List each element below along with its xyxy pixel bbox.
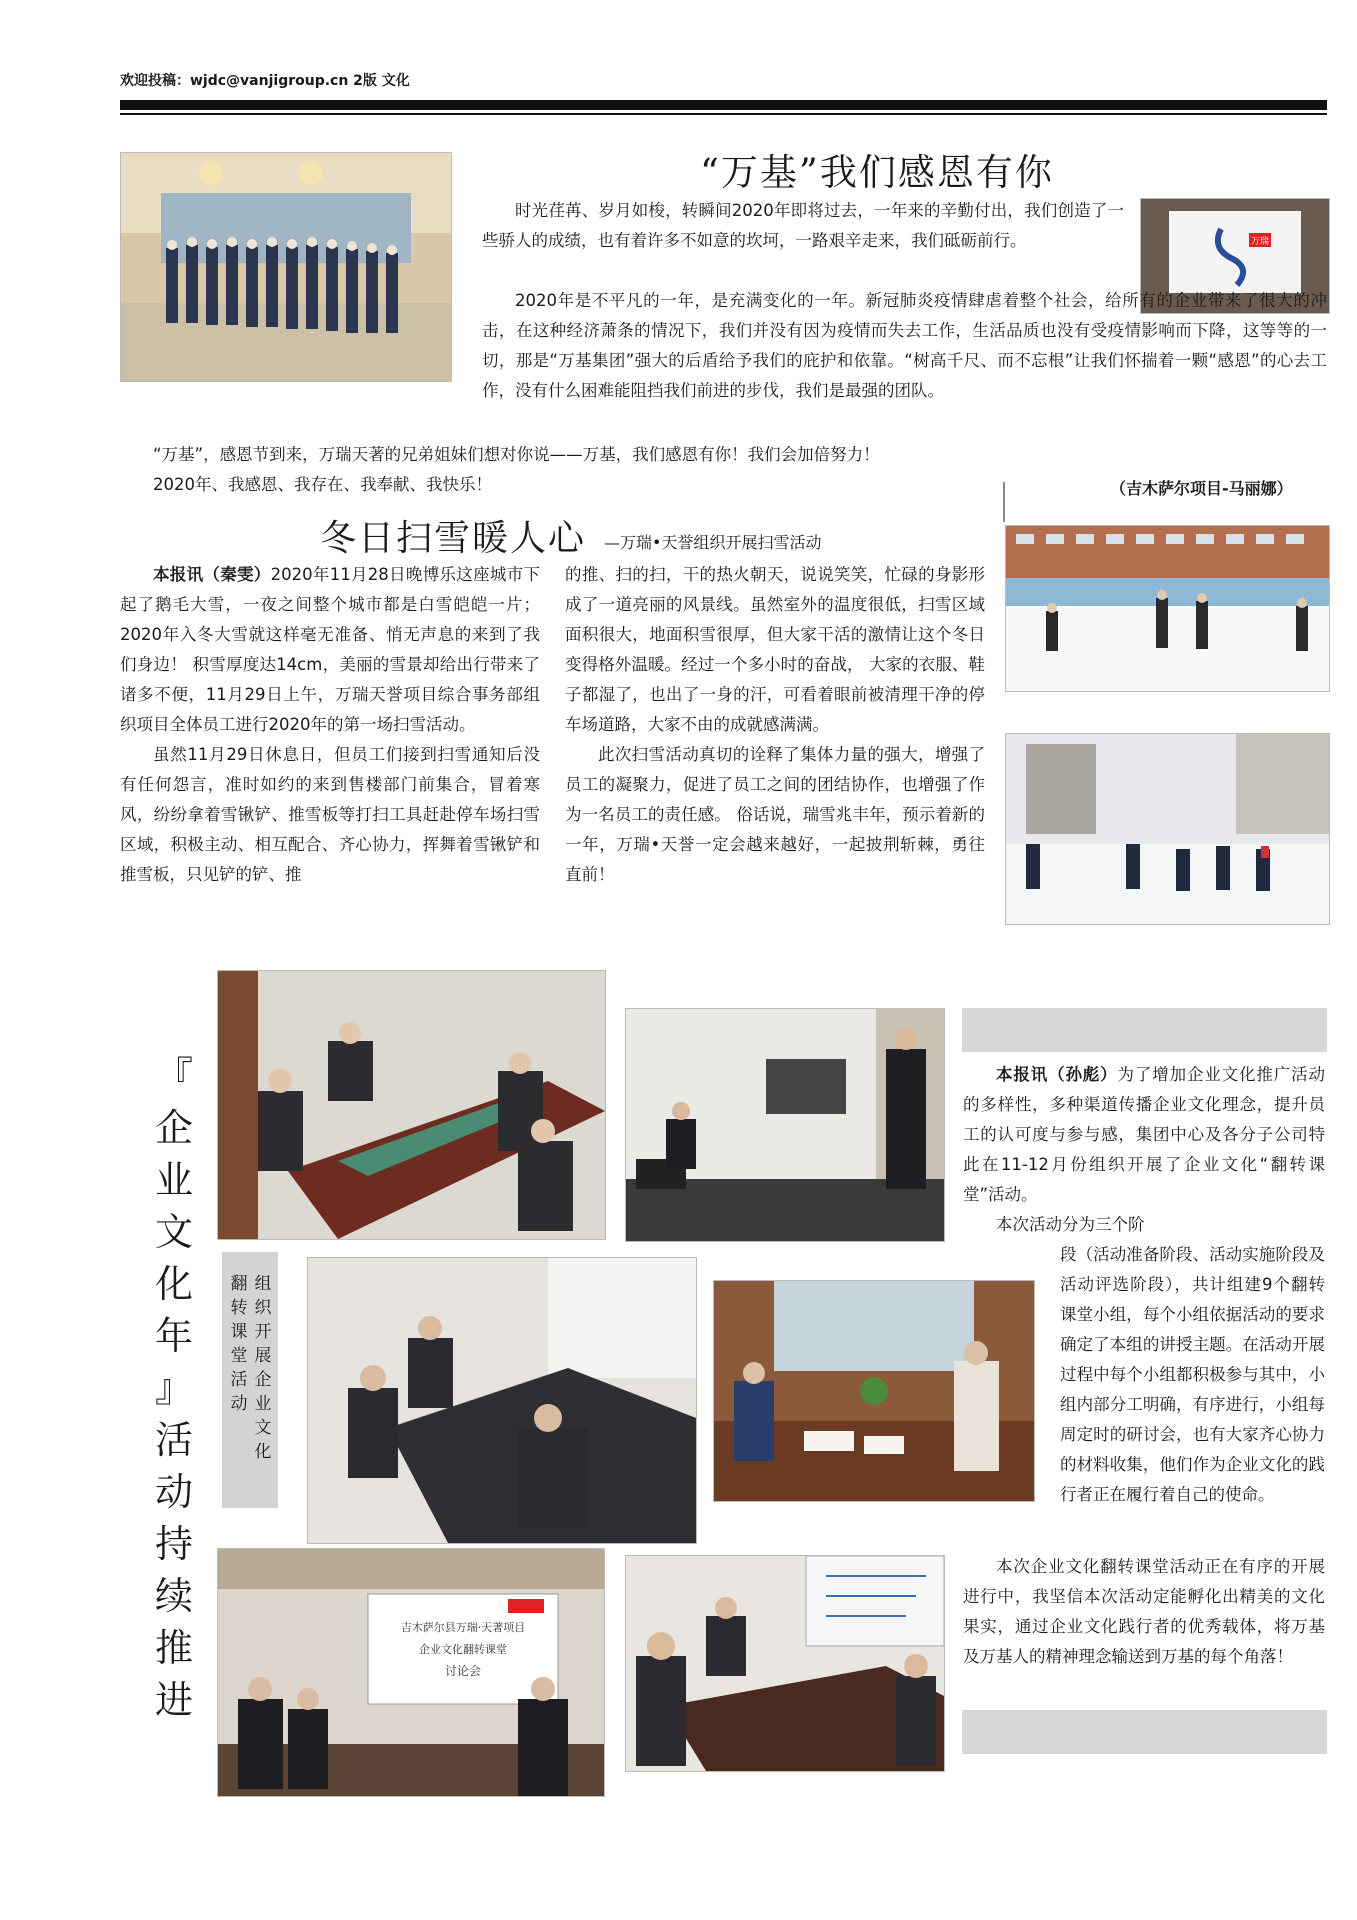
photo-snow-sweeping-2 bbox=[1005, 733, 1330, 925]
article3-body-narrow: 段（活动准备阶段、活动实施阶段及活动评选阶段），共计组建9个翻转课堂小组，每个小组依据活动的要求确定了本组的讲授主题。在活动开展过程中每个小组都积极参与其中，小组内部分工明确，有序进行，小组每周定时的研讨会，也有大家齐心协力的材料收集，他们作为企业文化的践行者正在履行着自己的使命。 bbox=[1060, 1245, 1325, 1504]
gray-bar-bottom bbox=[962, 1710, 1327, 1754]
article1-p3: “万基”，感恩节到来，万瑞天著的兄弟姐妹们想对你说——万基，我们感恩有你！我们会加倍努力！ bbox=[153, 445, 880, 464]
article1-p1: 时光荏苒、岁月如梭，转瞬间2020年即将过去，一年来的辛勤付出，我们创造了一些骄人的成绩，也有着许多不如意的坎坷，一路艰辛走来，我们砥砺前行。 bbox=[482, 201, 1124, 250]
photo-projector-room bbox=[625, 1008, 945, 1242]
page-header: 欢迎投稿：wjdc@vanjigroup.cn 2版 文化 bbox=[120, 73, 410, 89]
divider-line bbox=[1003, 482, 1005, 522]
article1-p4: 2020年、我感恩、我存在、我奉献、我快乐！ bbox=[153, 475, 492, 494]
board-text-3: 讨论会 bbox=[444, 1664, 482, 1678]
photo-snow-sweeping-1 bbox=[1005, 525, 1330, 692]
article2-title: 冬日扫雪暖人心 bbox=[320, 518, 587, 559]
article3-vertical-title: 『 企 业 文 化 年 』 活 动 持 续 推 进 bbox=[154, 1054, 193, 1722]
board-text-2: 企业文化翻转课堂 bbox=[419, 1643, 507, 1656]
photo-discussion-board bbox=[217, 1548, 605, 1797]
photo-thanksgiving-group bbox=[120, 152, 452, 382]
photo-meeting-room-1 bbox=[217, 970, 606, 1240]
photo-reading-group bbox=[713, 1280, 1035, 1502]
article1-p3-block bbox=[120, 440, 1120, 500]
article3-body-end: 本次企业文化翻转课堂活动正在有序的开展进行中，我坚信本次活动定能孵化出精美的文化果实，通过企业文化践行者的优秀载体，将万基及万基人的精神理念输送到万基的每个角落！ bbox=[963, 1557, 1325, 1666]
article3-subtitle-box bbox=[222, 1252, 278, 1508]
header-rule-thick bbox=[120, 100, 1327, 110]
article1-author: （吉木萨尔项目-马丽娜） bbox=[1110, 479, 1293, 498]
gray-bar-top bbox=[962, 1008, 1327, 1052]
photo-meeting-room-2 bbox=[307, 1257, 697, 1544]
article1-title: “万基”我们感恩有你 bbox=[700, 151, 1054, 194]
photo-projection-class bbox=[625, 1555, 945, 1772]
screen-logo-text: 万瑞 bbox=[1250, 237, 1270, 247]
article3-subtitle-col1: 组织开展企业文化 bbox=[254, 1274, 272, 1462]
board-text-1: 吉木萨尔县万瑞·天著项目 bbox=[400, 1621, 526, 1634]
article1-p2-top bbox=[482, 286, 1327, 406]
article2-col1: 本报讯（秦雯）2020年11月28日晚博乐这座城市下起了鹅毛大雪，一夜之间整个城市都是白雪皑皑一片；2020年入冬大雪就这样毫无准备、悄无声息的来到了我们身边！ 积雪厚度达14cm，美丽的雪景却给出行带来了诸多不便，11月29日上午，万瑞天誉项目综合事务部组织项目全体员工进行2020年的第一场扫雪活动。 虽然11月29日休息日，但员工们接到扫雪通知后没有任何怨言，准时如约的来到售楼部门前集合，冒着寒风，纷纷拿着雪锹铲、推雪板等打扫工具赶赴停车场扫雪区域，积极主动、相互配合、齐心协力，挥舞着雪锹铲和推雪板，只见铲的铲、推 bbox=[120, 565, 541, 884]
article2-lead: 本报讯（秦雯） bbox=[153, 565, 271, 584]
header-rule-thin bbox=[120, 113, 1327, 115]
article2-subtitle: —万瑞•天誉组织开展扫雪活动 bbox=[604, 533, 822, 552]
article3-lead: 本报讯（孙彪） bbox=[996, 1065, 1118, 1084]
article3-body: 本报讯（孙彪）为了增加企业文化推广活动的多样性，多种渠道传播企业文化理念，提升员工的认可度与参与感，集团中心及各分子公司特此在11-12月份组织开展了企业文化“翻转课堂”活动。 本次活动分为三个阶 bbox=[963, 1065, 1326, 1234]
article2-col2: 的推、扫的扫，干的热火朝天，说说笑笑，忙碌的身影形成了一道亮丽的风景线。虽然室外的温度很低，扫雪区域面积很大，地面积雪很厚，但大家干活的激情让这个冬日变得格外温暖。经过一个多小时的奋战， 大家的衣服、鞋子都湿了，也出了一身的汗，可看着眼前被清理干净的停车场道路，大家不由的成就感满满。 此次扫雪活动真切的诠释了集体力量的强大，增强了员工的凝聚力，促进了员工之间的团结协作，也增强了作为一名员工的责任感。 俗话说，瑞雪兆丰年，预示着新的一年，万瑞•天誉一定会越来越好，一起披荆斩棘，勇往直前！ bbox=[565, 565, 985, 884]
article3-subtitle-col2: 翻转课堂活动 bbox=[230, 1274, 248, 1414]
article1-p2: 2020年是不平凡的一年，是充满变化的一年。新冠肺炎疫情肆虐着整个社会，给所有的企业带来了很大的冲击，在这种经济萧条的情况下，我们并没有因为疫情而失去工作，生活品质也没有受疫情影响而下降，这等等的一切，那是“万基集团”强大的后盾给予我们的庇护和依靠。“树高千尺、而不忘根”让我们怀揣着一颗“感恩”的心去工作，没有什么困难能阻挡我们前进的步伐，我们是最强的团队。 bbox=[482, 291, 1327, 400]
